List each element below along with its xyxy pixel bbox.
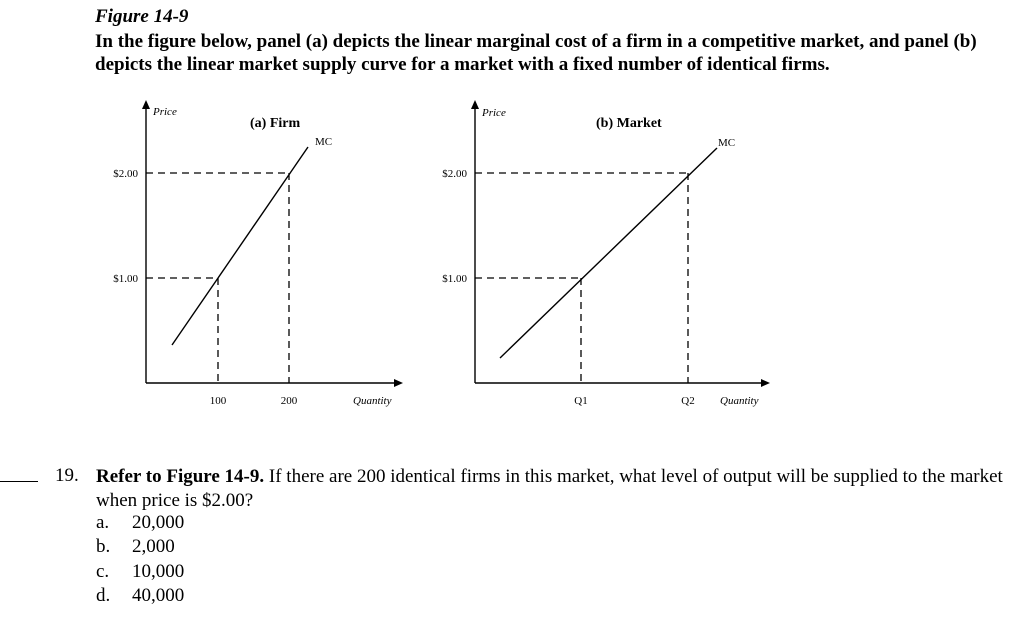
- panel-b-y-tick-2: $2.00: [442, 168, 467, 180]
- panel-a-y-axis-label: Price: [153, 106, 177, 118]
- panel-b-x-tick-q2: Q2: [681, 395, 695, 407]
- question-number: 19.: [55, 465, 79, 486]
- panel-b-x-axis-label: Quantity: [720, 395, 759, 407]
- panel-b-mc-curve: [500, 148, 717, 358]
- option-text: 40,000: [132, 585, 185, 606]
- figure-title: Figure 14-9: [95, 6, 189, 27]
- question-text: [96, 465, 1006, 513]
- panel-a-x-tick-200: 200: [280, 395, 298, 407]
- question-lead: Refer to Figure 14-9.: [96, 466, 265, 487]
- panel-a-curve-label: MC: [315, 136, 333, 148]
- panel-a-y-tick-2: $2.00: [113, 168, 138, 180]
- question-body: If there are 200 identical firms in this market, what level of output will be supplied to the market when price is $2.00?: [96, 466, 1003, 511]
- panel-a-title: (a) Firm: [250, 116, 301, 131]
- panel-a-x-tick-100: 100: [209, 395, 227, 407]
- panel-b-curve-label: MC: [718, 137, 736, 149]
- panel-b-y-arrowhead: [471, 100, 479, 109]
- panel-a-firm: [113, 100, 403, 407]
- panel-a-x-arrowhead: [394, 379, 403, 387]
- option-text: 20,000: [132, 512, 185, 533]
- option-c: [96, 560, 184, 584]
- panel-b-y-axis-label: Price: [482, 107, 506, 119]
- option-letter: a.: [96, 512, 110, 533]
- panel-b-market: [442, 100, 770, 407]
- option-letter: b.: [96, 536, 111, 557]
- panel-a-x-axis-label: Quantity: [353, 395, 392, 407]
- panel-a-y-arrowhead: [142, 100, 150, 109]
- option-b: [96, 535, 175, 559]
- panel-b-x-arrowhead: [761, 379, 770, 387]
- option-text: 10,000: [132, 561, 185, 582]
- panel-b-title: (b) Market: [596, 116, 662, 131]
- figure-caption: In the figure below, panel (a) depicts the linear marginal cost of a firm in a competitive market, and panel (b) depicts the linear market supply curve for a market with a fixed number of identical firms.: [95, 31, 977, 75]
- option-text: 2,000: [132, 536, 175, 557]
- option-a: [96, 511, 184, 535]
- option-d: [96, 584, 184, 608]
- panel-a-mc-curve: [172, 147, 308, 345]
- answer-blank-line: [0, 481, 38, 482]
- panel-b-y-tick-1: $1.00: [442, 273, 467, 285]
- option-letter: c.: [96, 561, 110, 582]
- panel-b-x-tick-q1: Q1: [574, 395, 588, 407]
- option-letter: d.: [96, 585, 111, 606]
- panel-a-y-tick-1: $1.00: [113, 273, 138, 285]
